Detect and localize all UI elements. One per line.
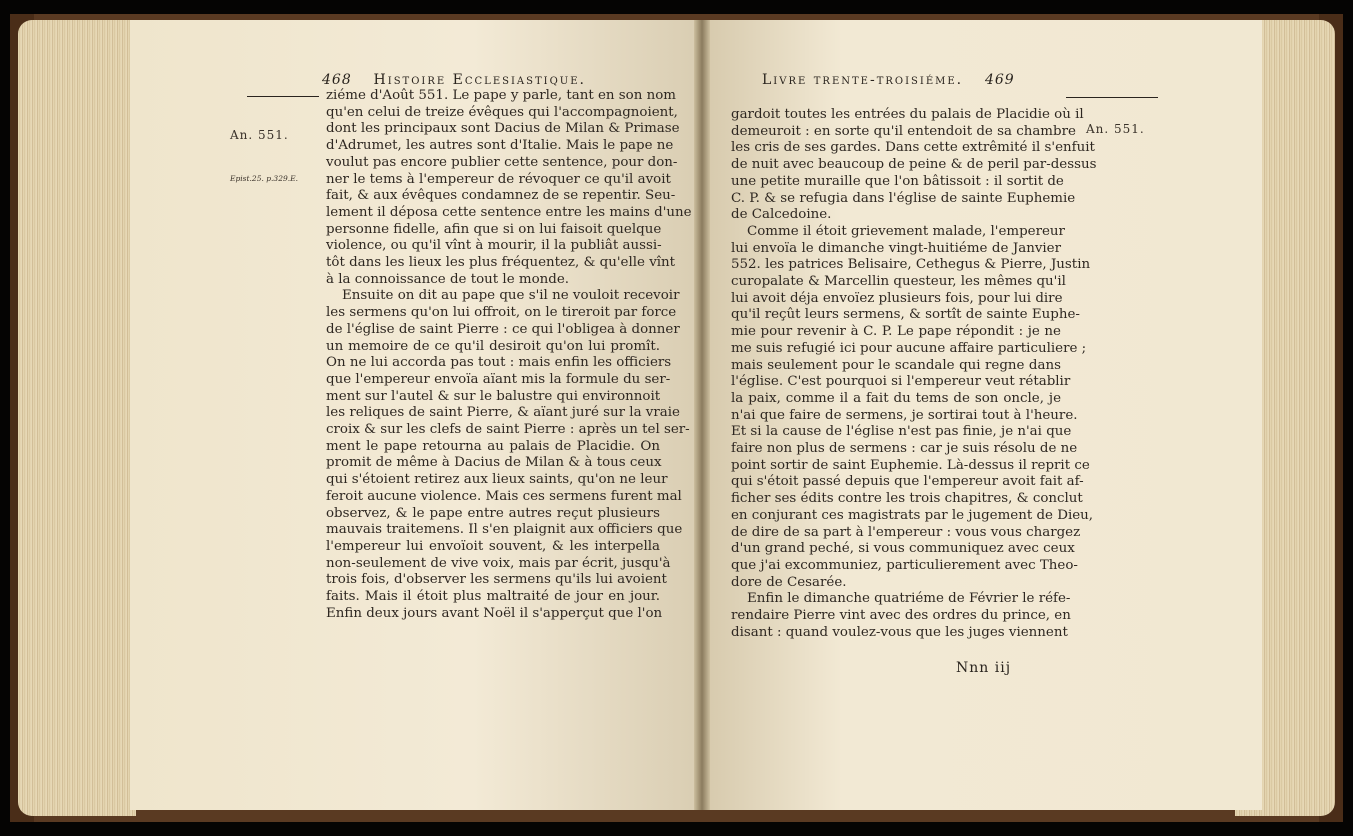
text-line: que l'empereur envoïa aïant mis la formule du ser- xyxy=(326,371,671,387)
text-line: ment sur l'autel & sur le balustre qui environnoit xyxy=(326,388,661,404)
text-line: en conjurant ces magistrats par le jugement de Dieu, xyxy=(731,507,1094,523)
text-line: demeuroit : en sorte qu'il entendoit de sa chambre xyxy=(731,123,1076,139)
text-line: lui avoit déja envoïez plusieurs fois, pour lui dire xyxy=(731,290,1063,306)
left-margin-rule xyxy=(247,96,319,97)
right-page-header xyxy=(762,72,1015,88)
text-line: à la connoissance de tout le monde. xyxy=(326,271,570,287)
text-line: lui envoïa le dimanche vingt-huitiéme de Janvier xyxy=(731,240,1061,256)
text-line: Comme il étoit grievement malade, l'empereur xyxy=(747,223,1065,239)
text-line: tôt dans les lieux les plus fréquentez, & qu'elle vînt xyxy=(326,255,676,271)
text-line: ner le tems à l'empereur de révoquer ce qu'il avoit xyxy=(326,171,671,187)
text-line: dore de Cesarée. xyxy=(731,574,847,590)
text-line: C. P. & se refugia dans l'église de sainte Euphemie xyxy=(731,190,1076,206)
text-line: mais seulement pour le scandale qui regne dans xyxy=(731,357,1061,373)
text-line: trois fois, d'observer les sermens qu'ils lui avoient xyxy=(326,572,667,588)
text-line: que j'ai excommuniez, particulierement avec Theo- xyxy=(731,557,1078,573)
text-line: rendaire Pierre vint avec des ordres du prince, en xyxy=(731,608,1071,624)
text-line: mauvais traitemens. Il s'en plaignit aux officiers que xyxy=(326,522,683,538)
left-margin-reference: Epist.25. p.329.E. xyxy=(230,174,298,183)
text-line: qu'il reçût leurs sermens, & sortît de sainte Euphe- xyxy=(731,307,1080,323)
text-line: point sortir de saint Euphemie. Là-dessus il reprit ce xyxy=(731,457,1090,473)
book-gutter xyxy=(694,20,710,810)
text-line: non-seulement de vive voix, mais par écrit, jusqu'à xyxy=(326,555,671,571)
right-running-title: Livre trente-troisiéme. xyxy=(762,72,964,88)
text-line: personne fidelle, afin que si on lui faisoit quelque xyxy=(326,221,662,237)
text-line: Enfin deux jours avant Noël il s'apperçut que l'on xyxy=(326,605,663,621)
text-line: qui s'étoient retirez aux lieux saints, qu'on ne leur xyxy=(326,472,668,488)
text-line: mie pour revenir à C. P. Le pape répondit : je ne xyxy=(731,324,1061,340)
text-line: croix & sur les clefs de saint Pierre : après un tel ser- xyxy=(326,422,690,438)
left-margin-year: An. 551. xyxy=(230,128,289,142)
text-line: observez, & le pape entre autres reçut plusieurs xyxy=(326,505,660,521)
left-page-number: 468 xyxy=(322,72,352,88)
right-page-body xyxy=(731,107,1097,642)
text-line: On ne lui accorda pas tout : mais enfin les officiers xyxy=(326,355,672,371)
text-line: de nuit avec beaucoup de peine & de peril par-dessus xyxy=(731,157,1097,173)
text-line: ment le pape retourna au palais de Placidie. On xyxy=(326,438,660,454)
text-line: de Calcedoine. xyxy=(731,207,832,223)
text-line: gardoit toutes les entrées du palais de Placidie où il xyxy=(731,107,1084,122)
text-line: promit de même à Dacius de Milan & à tous ceux xyxy=(326,455,662,471)
text-line: les reliques de saint Pierre, & aïant juré sur la vraie xyxy=(326,405,680,421)
right-margin-year: An. 551. xyxy=(1086,122,1145,136)
signature-mark: Nnn iij xyxy=(956,660,1012,676)
text-line: 552. les patrices Belisaire, Cethegus & Pierre, Justin xyxy=(731,257,1091,273)
text-line: l'église. C'est pourquoi si l'empereur veut rétablir xyxy=(731,374,1071,390)
left-page-body xyxy=(326,88,692,623)
text-line: une petite muraille que l'on bâtissoit : il sortit de xyxy=(731,173,1064,189)
text-line: ficher ses édits contre les trois chapitres, & conclut xyxy=(731,491,1083,507)
text-line: disant : quand voulez-vous que les juges viennent xyxy=(731,624,1068,640)
text-line: les sermens qu'on lui offroit, on le tireroit par force xyxy=(326,305,677,321)
text-line: lement il déposa cette sentence entre les mains d'une xyxy=(326,204,692,220)
text-line: voulut pas encore publier cette sentence, pour don- xyxy=(326,154,678,170)
text-line: Enfin le dimanche quatriéme de Février le réfe- xyxy=(747,591,1071,607)
text-line: d'Adrumet, les autres sont d'Italie. Mais le pape ne xyxy=(326,138,674,154)
text-line: n'ai que faire de sermens, je sortirai tout à l'heure. xyxy=(731,407,1078,423)
text-line: l'empereur lui envoïoit souvent, & les interpella xyxy=(326,538,660,554)
text-line: la paix, comme il a fait du tems de son oncle, je xyxy=(731,390,1061,406)
text-line: faits. Mais il étoit plus maltraité de jour en jour. xyxy=(326,589,660,605)
text-line: d'un grand peché, si vous communiquez avec ceux xyxy=(731,541,1075,557)
text-line: les cris de ses gardes. Dans cette extrêmité il s'enfuit xyxy=(731,140,1095,156)
right-page-number: 469 xyxy=(984,72,1015,88)
text-line: qu'en celui de treize évêques qui l'accompagnoient, xyxy=(326,104,678,120)
text-line: curopalate & Marcellin questeur, les mêmes qu'il xyxy=(731,274,1066,290)
text-line: Ensuite on dit au pape que s'il ne vouloit recevoir xyxy=(342,288,680,304)
left-page-header xyxy=(322,72,586,88)
text-line: feroit aucune violence. Mais ces sermens furent mal xyxy=(326,488,682,504)
text-line: de dire de sa part à l'empereur : vous vous chargez xyxy=(731,524,1081,540)
text-line: un memoire de ce qu'il desiroit qu'on lui promît. xyxy=(326,338,660,354)
text-line: de l'église de saint Pierre : ce qui l'obligea à donner xyxy=(326,321,680,337)
text-line: Et si la cause de l'église n'est pas finie, je n'ai que xyxy=(731,424,1072,440)
text-line: dont les principaux sont Dacius de Milan & Primase xyxy=(326,121,680,137)
left-page-edges xyxy=(18,20,136,816)
text-line: violence, ou qu'il vînt à mourir, il la publiât aussi- xyxy=(326,238,662,254)
text-line: faire non plus de sermens : car je suis résolu de ne xyxy=(731,441,1078,457)
right-margin-rule xyxy=(1066,97,1158,98)
text-line: fait, & aux évêques condamnez de se repentir. Seu- xyxy=(326,188,676,204)
text-line: qui s'étoit passé depuis que l'empereur avoit fait af- xyxy=(731,474,1084,490)
text-line: ziéme d'Août 551. Le pape y parle, tant en son nom xyxy=(326,88,676,103)
text-line: me suis refugié ici pour aucune affaire particuliere ; xyxy=(731,340,1087,356)
left-running-title: Histoire Ecclesiastique. xyxy=(373,72,586,88)
